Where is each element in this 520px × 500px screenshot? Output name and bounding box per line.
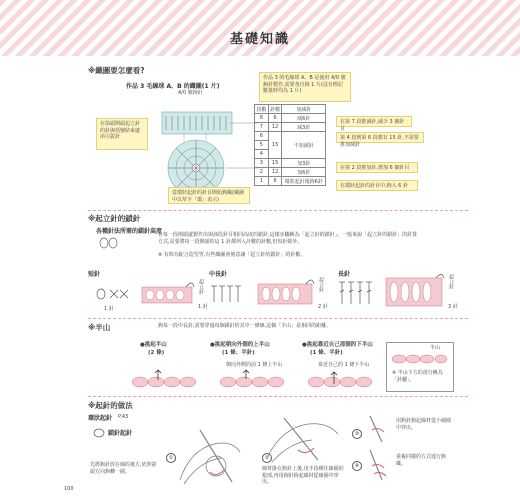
chain-start-label: 鎖針起針 (108, 430, 133, 437)
divider (88, 318, 468, 319)
halfloop-panel-2-sub: (1 條、半針) (222, 350, 255, 356)
ring-start-ref: P.43 (118, 414, 129, 420)
chart-swatch (162, 112, 232, 134)
half-double-count: 2 針 (318, 304, 328, 310)
double-crochet-illustration (384, 272, 446, 312)
halfloop-panel-1-title: ●挑起半山 (140, 342, 167, 348)
chain-loop-icon (92, 428, 106, 438)
divider (88, 210, 468, 211)
start-caption-right-1: 用鉤針鉤起線材從小線圈中穿出。 (396, 418, 452, 431)
round-table-cell: 加6針 (282, 168, 326, 177)
chain-subheading: 各種針法所需的鎖針高度 (96, 228, 163, 235)
round-table-cell: 15 (268, 159, 282, 168)
halfloop-panel-2-caption: 朝向外側的前 1 條上半山 (226, 362, 283, 368)
label-half-double: 中長針 (209, 271, 228, 278)
single-crochet-bracket: 起立針 (198, 279, 204, 294)
single-crochet-bracket-count: 1 針 (198, 304, 208, 310)
halfloop-panel-1-sub: (2 條) (148, 350, 165, 356)
round-table-cell: 8 (255, 114, 269, 123)
halfloop-panel-2-title: ●挑起朝向外側的上半山 (210, 342, 270, 348)
start-caption-mid: 線材掛在鉤針上後,用手指壓住線圈的根部,再用鉤針鉤起線材從線圈中穿出。 (262, 466, 344, 485)
round-table-row (255, 177, 326, 186)
hook-step-4 (364, 448, 392, 482)
page-title: 基礎知識 (229, 32, 290, 47)
label-single-crochet: 短針 (88, 271, 101, 278)
round-table-cell: 3 (255, 159, 269, 168)
halfloop-panel-3-sub: (1 條、半針) (310, 350, 343, 356)
round-table-cell: 15 (268, 132, 282, 159)
label-double-crochet: 長針 (338, 271, 351, 278)
section-heading-start: ※起針的做法 (88, 401, 133, 410)
single-crochet-count: 1 針 (104, 306, 114, 312)
round-table-cell: 12 (268, 123, 282, 132)
round-table-row (255, 123, 326, 132)
round-table-cell: 環狀起針後鉤6針 (282, 177, 326, 186)
step-marker-4: ④ (352, 452, 362, 471)
round-table-row (255, 132, 326, 141)
double-crochet-bracket: 起立針 (448, 274, 454, 289)
round-table-cell: 6 (268, 177, 282, 186)
round-table-cell: 4 (255, 150, 269, 159)
round-table-cell: 2 (255, 168, 269, 177)
halfloop-illustrations (128, 368, 380, 394)
work-title: 作品 3 毛線球 A、B 的織圖(1 片) (126, 83, 220, 90)
hook-size: 4/0 號鉤針 (178, 90, 203, 96)
hand-step-illustration-2 (262, 412, 348, 466)
round-table-header-cell: 段數 (256, 106, 267, 113)
double-crochet-count: 3 針 (448, 304, 458, 310)
crochet-chart-diagram (150, 98, 262, 200)
note-round-1: 在環狀起針的針目中,鉤入 6 針 (336, 180, 418, 191)
halfloop-inset-label: 半山 (430, 345, 441, 351)
round-table-cell: 6 (268, 114, 282, 123)
round-table-cell: 6 (255, 132, 269, 141)
section-heading-reading: ※織圖要怎麼看? (88, 66, 145, 75)
hook-step-3 (364, 414, 392, 444)
halfloop-inset (386, 342, 454, 392)
ring-start-label: 環狀起針 (88, 415, 113, 422)
callout-sizes: 作品 3 的毛線球 A、B 是使用 4/0 號鉤針製作,需要各自鉤 1 片(沒有標記數量時均為 1 片) (259, 72, 351, 102)
half-double-illustration (256, 274, 316, 312)
callout-start-stitch: 在箭頭開頭起立針的針與括號結束處串引拔針 (96, 118, 148, 150)
round-table-header-cell: 針數 (270, 106, 281, 113)
hand-step-illustration-1 (170, 420, 262, 492)
callout-ring-start: 從環狀起針的針目開始鉤織(織圖中以草字「環」表示) (168, 187, 250, 204)
double-crochet-symbols (338, 278, 380, 310)
round-table-cell: 加3針 (282, 159, 326, 168)
single-crochet-illustration (140, 275, 196, 311)
halfloop-panel-3-title: ●挑起靠近自己那側的下半山 (302, 342, 373, 348)
half-double-bracket: 起立針 (318, 277, 324, 292)
divider (88, 396, 468, 397)
halfloop-intro: 鉤每一段中長針,需要穿過每個鎖針的其中一條線,這個「半山」是相同的距離。 (158, 323, 332, 329)
round-table-row (255, 168, 326, 177)
note-round-2: 在第 2 段推加針,增加 6 個針目 (336, 162, 418, 173)
start-caption-right-2: 重複同樣的方式進行鉤織。 (396, 454, 447, 467)
round-table-row (255, 159, 326, 168)
step-marker-2: ② (262, 444, 272, 463)
page-number: 100 (64, 486, 74, 492)
halfloop-inset-note: ※ 半山下方的部分稱為「針腳」。 (392, 370, 443, 383)
round-table-cell: 1 (255, 177, 269, 186)
step-marker-1: ① (166, 444, 176, 463)
note-round-7: 在第 7 段推減針,減少 3 個針目 (336, 116, 412, 127)
chain-body: 在每一段開頭處製作出與該段針目相同高度的鎖針,這樣步驟稱為「起立針的鎖針」。一般來說「起立針的鎖針」的針算方式,是要將每一段開頭的這 1 針都列入計數的針數,但短針除外。 (158, 232, 418, 245)
round-table-row (255, 114, 326, 123)
section-heading-chain: ※起立針的鎖針 (88, 214, 141, 223)
halfloop-panel-3-caption: 靠近自己的 1 條下半山 (318, 362, 370, 368)
round-table-cell: 減6針 (282, 114, 326, 123)
note-rounds-4-6: 第 4 段到第 6 段都有 15 針,不需要推加減針 (336, 132, 424, 143)
chain-stitch-icon (98, 236, 120, 250)
round-table-header-cell: 加減針 (282, 105, 326, 114)
round-table-cell: 5 (255, 141, 269, 150)
section-heading-halfloop: ※半山 (88, 323, 111, 332)
round-stitch-table (254, 104, 326, 186)
round-table-header (255, 105, 326, 114)
round-table-cell: 不加減針 (282, 132, 326, 159)
round-table-cell: 減3針 (282, 123, 326, 132)
step-marker-3: ③ (352, 420, 362, 439)
chain-note: ※ 有時為配合造型等,有些織圖會刻意讓「起立針的鎖針」的針數。 (158, 252, 306, 258)
start-caption-left: 先將鉤針放在線的後方,依照箭頭方向鉤轉一圈。 (90, 462, 157, 475)
half-double-symbols (210, 280, 250, 308)
round-table-cell: 7 (255, 123, 269, 132)
single-crochet-symbols (92, 280, 132, 308)
halfloop-inset-diagram (390, 352, 448, 366)
round-table-cell: 12 (268, 168, 282, 177)
